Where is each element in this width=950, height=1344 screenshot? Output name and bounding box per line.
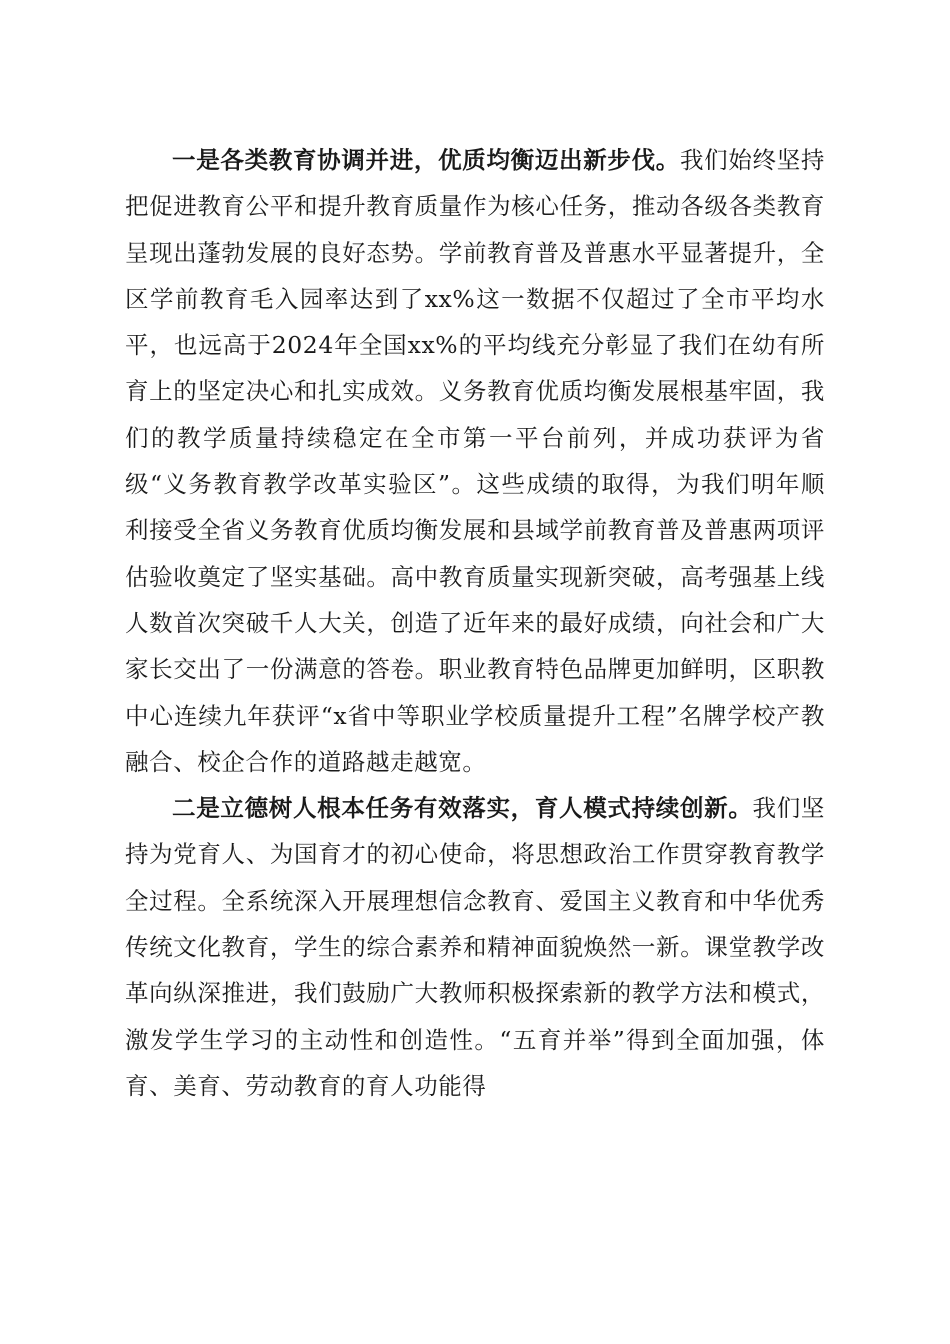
paragraph-2-lead: 二是立德树人根本任务有效落实，育人模式持续创新。 <box>172 794 753 823</box>
paragraph-1 <box>125 137 825 785</box>
document-body <box>125 137 825 1109</box>
paragraph-1-body: 我们始终坚持把促进教育公平和提升教育质量作为核心任务，推动各级各类教育呈现出蓬勃发展的良好态势。学前教育普及普惠水平显著提升，全区学前教育毛入园率达到了xx%这一数据不仅超过了全市平均水平，也远高于2024年全国xx%的平均线充分彰显了我们在幼有所育上的坚定决心和扎实成效。义务教育优质均衡发展根基牢固，我们的教学质量持续稳定在全市第一平台前列，并成功获评为省级“义务教育教学改革实验区”。这些成绩的取得，为我们明年顺利接受全省义务教育优质均衡发展和县域学前教育普及普惠两项评估验收奠定了坚实基础。高中教育质量实现新突破，高考强基上线人数首次突破千人大关，创造了近年来的最好成绩，向社会和广大家长交出了一份满意的答卷。职业教育特色品牌更加鲜明，区职教中心连续九年获评“x省中等职业学校质量提升工程”名牌学校产教融合、校企合作的道路越走越宽。 <box>125 146 825 776</box>
paragraph-1-lead: 一是各类教育协调并进，优质均衡迈出新步伐。 <box>172 146 680 174</box>
paragraph-2 <box>125 785 825 1109</box>
paragraph-2-body: 我们坚持为党育人、为国育才的初心使命，将思想政治工作贯穿教育教学全过程。全系统深入开展理想信念教育、爱国主义教育和中华优秀传统文化教育，学生的综合素养和精神面貌焕然一新。课堂教学改革向纵深推进，我们鼓励广大教师积极探索新的教学方法和模式，激发学生学习的主动性和创造性。“五育并举”得到全面加强，体育、美育、劳动教育的育人功能得 <box>125 794 825 1100</box>
